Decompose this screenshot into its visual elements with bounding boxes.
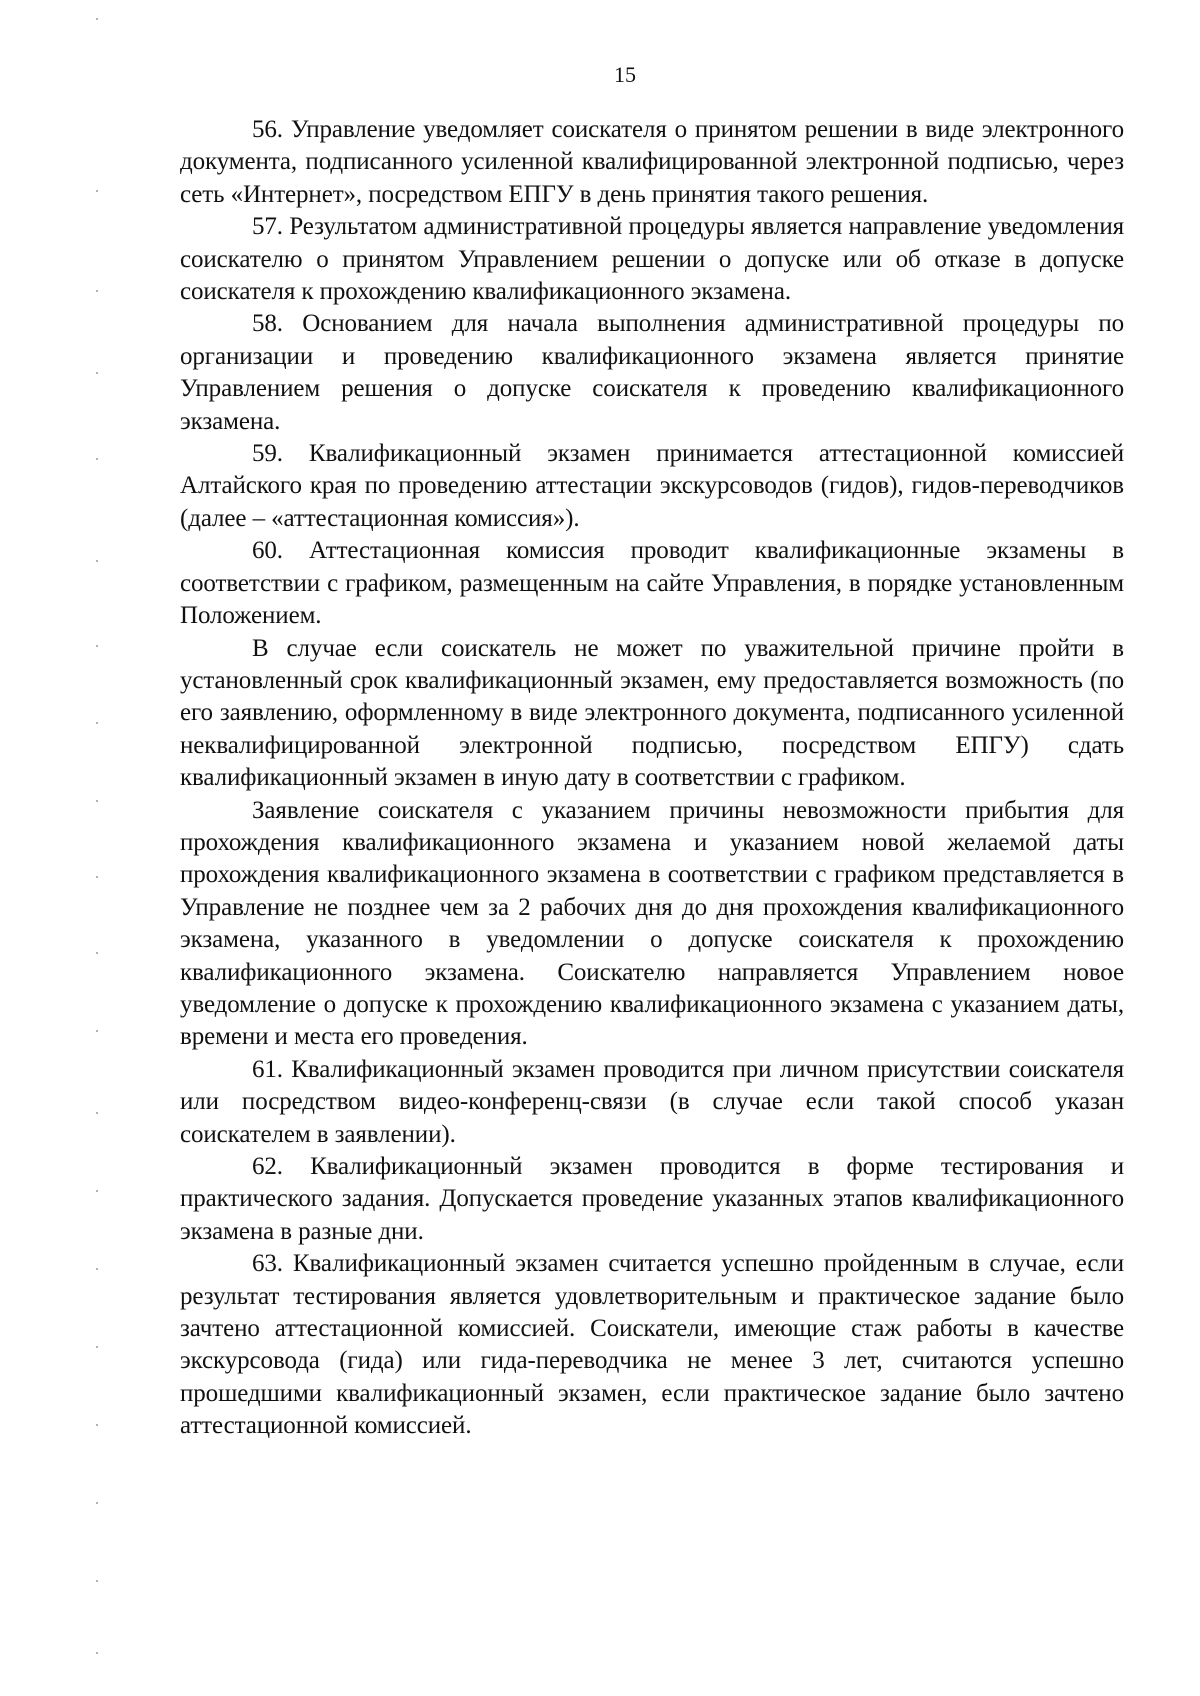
- scan-dot: [96, 800, 98, 802]
- scan-dot: [96, 1502, 98, 1504]
- paragraph-60-reschedule: В случае если соискатель не может по уважительной причине пройти в установленный срок квалификационный экзамен, ему предоставляется возможность (по его заявлению, оформленному в виде электронного документа, подписанного усиленной неквалифицированной электронной подписью, посредством ЕПГУ) сдать квалификационный экзамен в иную дату в соответствии с графиком.: [180, 634, 1124, 792]
- paragraph-58: 58. Основанием для начала выполнения административной процедуры по организации и проведению квалификационного экзамена является принятие Управлением решения о допуске соискателя к проведению квалификационного экзамена.: [180, 310, 1124, 435]
- scan-dot: [96, 645, 98, 647]
- scan-dot: [96, 1112, 98, 1114]
- paragraph-60-application: Заявление соискателя с указанием причины невозможности прибытия для прохождения квалификационного экзамена и указанием новой желаемой даты прохождения квалификационного экзамена в соответствии с графиком представляется в Управление не позднее чем за 2 рабочих дня до дня прохождения квалификационного экзамена, указанного в уведомлении о допуске соискателя к прохождению квалификационного экзамена. Соискателю направляется Управлением новое уведомление о допуске к прохождению квалификационного экзамена с указанием даты, времени и места его проведения.: [180, 796, 1124, 1051]
- scan-dot: [96, 458, 98, 460]
- scan-dot: [96, 876, 98, 878]
- scan-dot: [96, 1190, 98, 1192]
- paragraph-62: 62. Квалификационный экзамен проводится в форме тестирования и практического задания. Допускается проведение указанных этапов квалификационного экзамена в разные дни.: [180, 1153, 1124, 1245]
- paragraph-60: 60. Аттестационная комиссия проводит квалификационные экзамены в соответствии с графиком, размещенным на сайте Управления, в порядке установленным Положением.: [180, 537, 1124, 630]
- paragraph-59: 59. Квалификационный экзамен принимается аттестационной комиссией Алтайского края по проведению аттестации экскурсоводов (гидов), гидов-переводчиков (далее – «аттестационная комиссия»).: [180, 440, 1124, 532]
- scan-dot: [96, 18, 98, 20]
- paragraph-57: 57. Результатом административной процедуры является направление уведомления соискателю о принятом Управлением решении о допуске или об отказе в допуске соискателя к прохождению квалификационного экзамена.: [180, 213, 1124, 306]
- scan-dot: [96, 290, 98, 292]
- scan-dot: [96, 1030, 98, 1032]
- scan-dot: [96, 952, 98, 954]
- paragraph-61: 61. Квалификационный экзамен проводится при личном присутствии соискателя или посредством видео-конференц-связи (в случае если такой способ указан соискателем в заявлении).: [180, 1055, 1124, 1148]
- scan-dot: [96, 722, 98, 724]
- scan-dot: [96, 1580, 98, 1582]
- scan-dot: [96, 190, 98, 192]
- scan-dot: [96, 1268, 98, 1270]
- scan-dot: [96, 560, 98, 562]
- scan-dot: [96, 1346, 98, 1348]
- scan-dot: [96, 1424, 98, 1426]
- scan-margin-dots: [96, 0, 100, 1696]
- page-number: 15: [614, 62, 636, 87]
- scan-dot: [96, 1652, 98, 1654]
- paragraph-63: 63. Квалификационный экзамен считается успешно пройденным в случае, если результат тестирования является удовлетворительным и практическое задание было зачтено аттестационной комиссией. Соискатели, имеющие стаж работы в качестве экскурсовода (гида) или гида-переводчика не менее 3 лет, считаются успешно прошедшими квалификационный экзамен, если практическое задание было зачтено аттестационной комиссией.: [180, 1250, 1124, 1440]
- paragraph-56: 56. Управление уведомляет соискателя о принятом решении в виде электронного документа, подписанного усиленной квалифицированной электронной подписью, через сеть «Интернет», посредством ЕПГУ в день принятия такого решения.: [180, 116, 1124, 208]
- scan-dot: [96, 372, 98, 374]
- document-body: [180, 114, 1124, 1443]
